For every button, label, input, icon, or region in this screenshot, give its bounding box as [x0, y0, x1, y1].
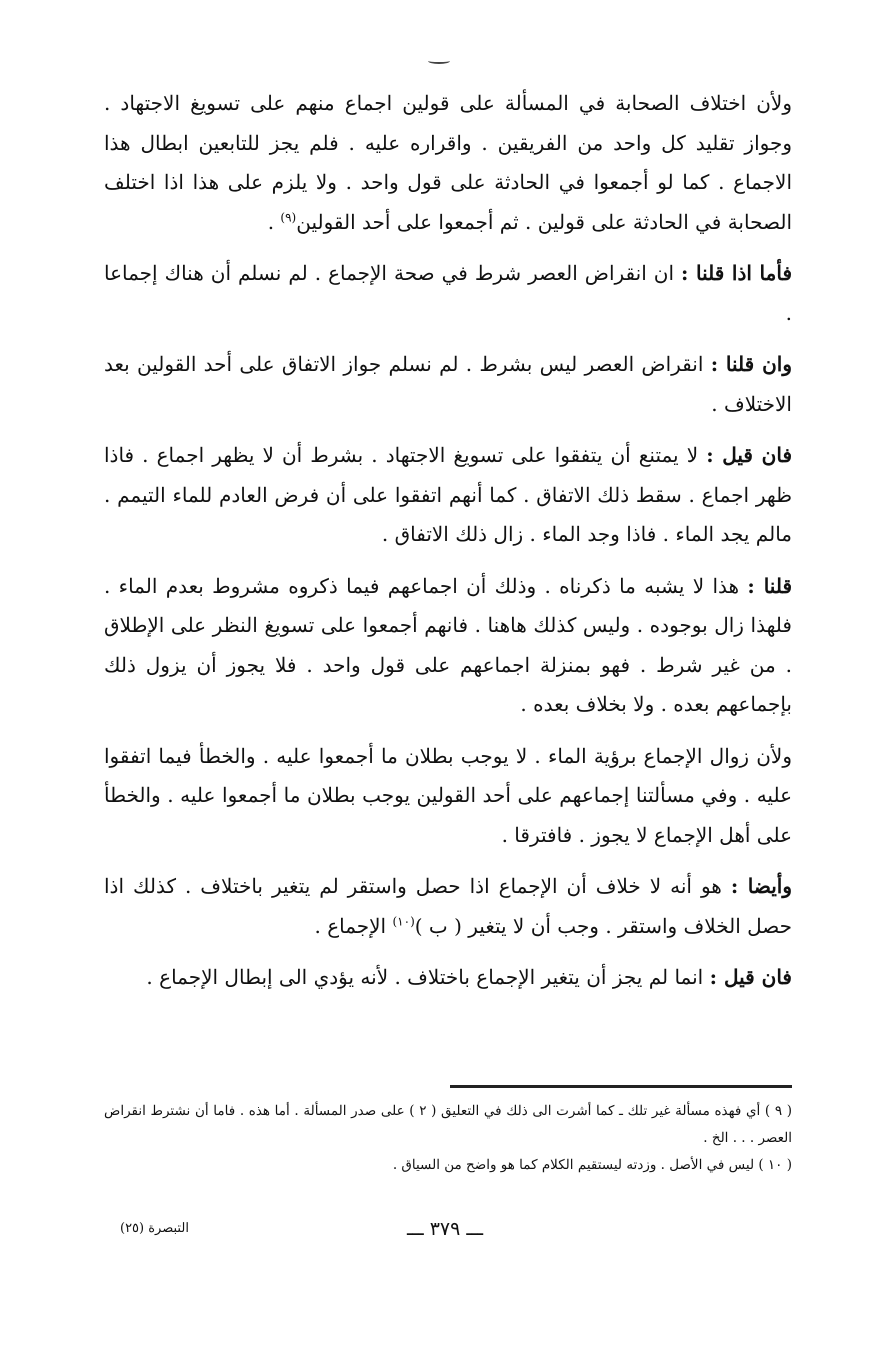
paragraph-8 [104, 958, 792, 998]
paragraph-lead: قلنا : [747, 573, 793, 598]
paragraph-lead: فأما اذا قلنا : [681, 261, 793, 285]
paragraph-tail: الإجماع . [314, 913, 387, 938]
footnote-10: ( ١٠ ) ليس في الأصل . وزدته ليستقيم الكلام كما هو واضح من السياق . [392, 1157, 792, 1173]
footnote-ref-9: (٩) [280, 209, 297, 224]
paragraph-text: ان انقراض العصر شرط في صحة الإجماع . لم نسلم أن هناك إجماعا . [104, 261, 792, 325]
paragraph-text: انما لم يجز أن يتغير الإجماع باختلاف . لأنه يؤدي الى إبطال الإجماع . [146, 965, 704, 989]
paragraph-1 [104, 84, 792, 242]
paragraph-lead: وان قلنا : [710, 352, 793, 376]
paragraph-text: لا يمتنع أن يتفقوا على تسويغ الاجتهاد . بشرط أن لا يظهر اجماع . فاذا ظهر اجماع . سقط ذلك الاتفاق . كما أنهم اتفقوا على أن فرض العادم للماء التيمم . مالم يجد الماء . فاذا وجد الماء . زال ذلك الاتفاق . [104, 443, 792, 546]
footnote-ref-10: (١٠) [392, 913, 415, 928]
book-signature: التبصرة (٢٥) [120, 1221, 189, 1236]
paragraph-lead: وأيضا : [730, 874, 792, 898]
paragraph-tail: . [267, 209, 275, 234]
footnote-separator [450, 1085, 792, 1088]
main-text [104, 84, 792, 1010]
paragraph-text: ولأن زوال الإجماع برؤية الماء . لا يوجب بطلان ما أجمعوا عليه . والخطأ فيما اتفقوا عليه . وفي مسألتنا إجماعهم على أحد القولين يوجب بطلان ما أجمعوا عليه . والخطأ على أهل الإجماع لا يجوز . فافترقا . [104, 743, 792, 847]
paragraph-text: هذا لا يشبه ما ذكرناه . وذلك أن اجماعهم فيما ذكروه مشروط بعدم الماء . فلهذا زال بوجوده . وليس كذلك هاهنا . فانهم أجمعوا على تسويغ النظر على الإطلاق . من غير شرط . فهو بمنزلة اجماعهم على قول واحد . فلا يجوز أن يزول ذلك بإجماعهم بعده . ولا بخلاف بعده . [104, 573, 792, 716]
page-number: ـــ ٣٧٩ ـــ [406, 1218, 484, 1240]
paragraph-text: انقراض العصر ليس بشرط . لم نسلم جواز الاتفاق على أحد القولين بعد الاختلاف . [104, 352, 792, 416]
footnote-9: ( ٩ ) أي فهذه مسألة غير تلك ـ كما أشرت الى ذلك في التعليق ( ٢ ) على صدر المسألة . أما هذه . فاما أن نشترط انقراض العصر . . . الخ . [104, 1103, 793, 1146]
paragraph-7 [104, 867, 792, 946]
paragraph-text: ولأن اختلاف الصحابة في المسألة على قولين اجماع منهم على تسويغ الاجتهاد . وجواز تقليد كل واحد من الفريقين . واقراره عليه . فلم يجز للتابعين ابطال هذا الاجماع . كما لو أجمعوا في الحادثة على قول واحد . ولا يلزم على هذا اذا اختلف الصحابة في الحادثة على قولين . ثم أجمعوا على أحد القولين [104, 91, 792, 234]
footnotes [104, 1098, 792, 1179]
paragraph-3 [104, 345, 792, 424]
paragraph-2 [104, 254, 792, 333]
paragraph-5 [104, 567, 792, 725]
page-top-mark [428, 58, 450, 64]
paragraph-text: هو أنه لا خلاف أن الإجماع اذا حصل واستقر لم يتغير باختلاف . كذلك اذا حصل الخلاف واستقر . وجب أن لا يتغير ( ب ) [104, 874, 792, 938]
paragraph-lead: فان قيل : [706, 443, 793, 467]
paragraph-lead: فان قيل : [709, 965, 792, 989]
paragraph-4 [104, 436, 792, 555]
paragraph-6 [104, 737, 792, 856]
